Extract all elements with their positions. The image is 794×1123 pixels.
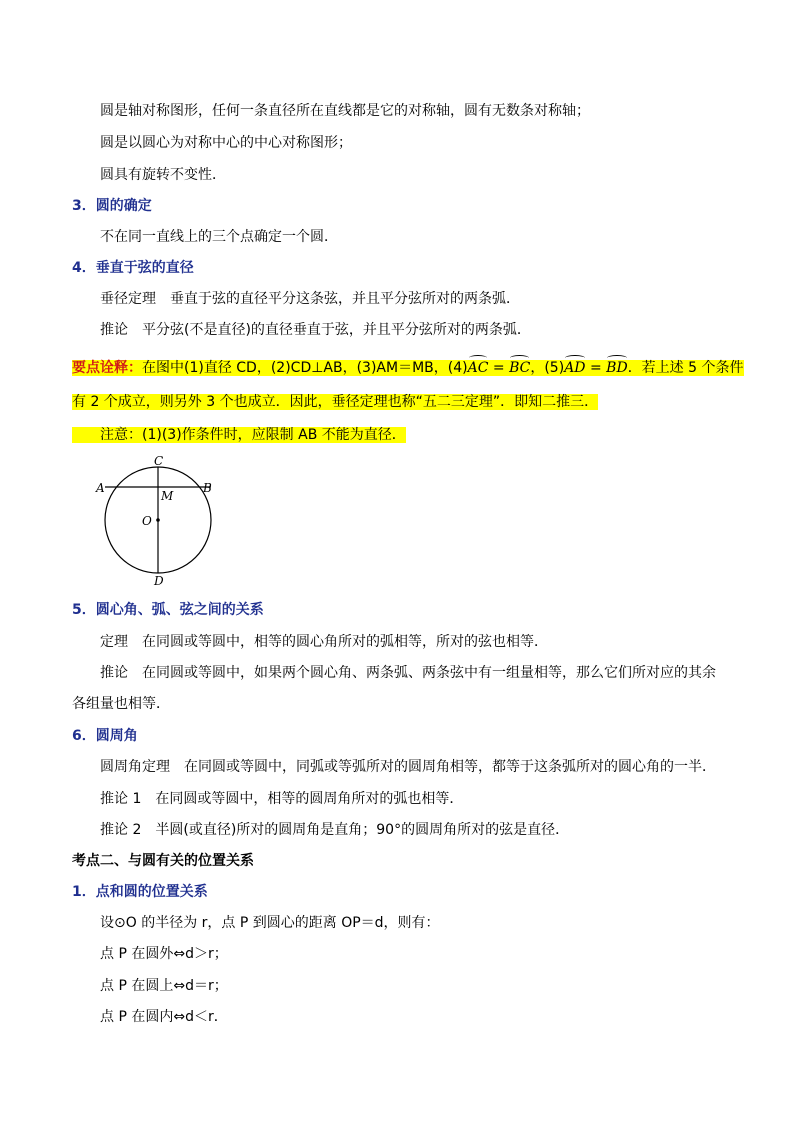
section-5-heading: 5．圆心角、弧、弦之间的关系 (72, 602, 264, 618)
central-angle-corollary-2: 各组量也相等． (72, 696, 170, 712)
symmetry-line-3: 圆具有旋转不变性． (100, 167, 226, 183)
section-3-heading: 3．圆的确定 (72, 198, 152, 214)
perpendicular-diameter-corollary: 推论 平分弦(不是直径)的直径垂直于弦，并且平分弦所对的两条弧． (100, 322, 531, 338)
keypoint-note (72, 425, 406, 445)
inscribed-angle-corollary-2: 推论 2 半圆(或直径)所对的圆周角是直角；90°的圆周角所对的弦是直径． (100, 822, 570, 838)
point-circle-intro: 设⊙O 的半径为 r，点 P 到圆心的距离 OP＝d，则有： (100, 915, 440, 931)
circle-diagram (95, 452, 225, 588)
label-b: B (203, 481, 212, 495)
equals-1: = (488, 360, 510, 376)
keypoint-part-a: 在图中(1)直径 CD，(2)CD⊥AB，(3)AM＝MB，(4) (142, 360, 468, 376)
point-inside: 点 P 在圆内⇔d＜r． (100, 1009, 228, 1025)
central-angle-theorem: 定理 在同圆或等圆中，相等的圆心角所对的弧相等，所对的弦也相等． (100, 634, 548, 650)
section-6-heading: 6．圆周角 (72, 728, 138, 744)
kaodian-2-heading: 考点二、与圆有关的位置关系 (72, 853, 254, 869)
keypoint-part-c: ．若上述 5 个条件 (627, 360, 744, 376)
section-3-text: 不在同一直线上的三个点确定一个圆． (100, 229, 338, 245)
inscribed-angle-theorem: 圆周角定理 在同圆或等圆中，同弧或等弧所对的圆周角相等，都等于这条弧所对的圆心角的一半． (100, 759, 716, 775)
keypoint-line-1 (72, 358, 744, 378)
symmetry-line-1: 圆是轴对称图形，任何一条直径所在直线都是它的对称轴，圆有无数条对称轴； (100, 103, 590, 119)
arc-ac: AC (467, 360, 489, 376)
point-outside: 点 P 在圆外⇔d＞r； (100, 946, 228, 962)
arc-ad: AD (564, 360, 586, 376)
label-d: D (154, 574, 164, 588)
label-m: M (161, 489, 174, 503)
arc-bc: BC (509, 360, 531, 376)
keypoint-part-b: ，(5) (530, 360, 565, 376)
point-on: 点 P 在圆上⇔d＝r； (100, 978, 228, 994)
label-a: A (96, 481, 105, 495)
label-c: C (154, 454, 164, 468)
section-4-heading: 4．垂直于弦的直径 (72, 260, 194, 276)
symmetry-line-2: 圆是以圆心为对称中心的中心对称图形； (100, 135, 352, 151)
label-o: O (142, 514, 152, 528)
perpendicular-diameter-theorem: 垂径定理 垂直于弦的直径平分这条弦，并且平分弦所对的两条弧． (100, 291, 520, 307)
keypoint-line-2-text: 有 2 个成立，则另外 3 个也成立．因此，垂径定理也称“五二三定理”．即知二推三． (72, 394, 599, 410)
keypoint-line-2 (72, 392, 598, 412)
equals-2: = (585, 360, 607, 376)
central-angle-corollary-1: 推论 在同圆或等圆中，如果两个圆心角、两条弧、两条弦中有一组量相等，那么它们所对应的其余 (100, 665, 716, 681)
keypoint-label: 要点诠释： (72, 360, 142, 376)
arc-bd: BD (606, 360, 628, 376)
keypoint-note-text: 注意：(1)(3)作条件时，应限制 AB 不能为直径． (72, 427, 406, 443)
point-circle-heading: 1．点和圆的位置关系 (72, 884, 208, 900)
inscribed-angle-corollary-1: 推论 1 在同圆或等圆中，相等的圆周角所对的弧也相等． (100, 791, 464, 807)
center-point (156, 518, 160, 522)
